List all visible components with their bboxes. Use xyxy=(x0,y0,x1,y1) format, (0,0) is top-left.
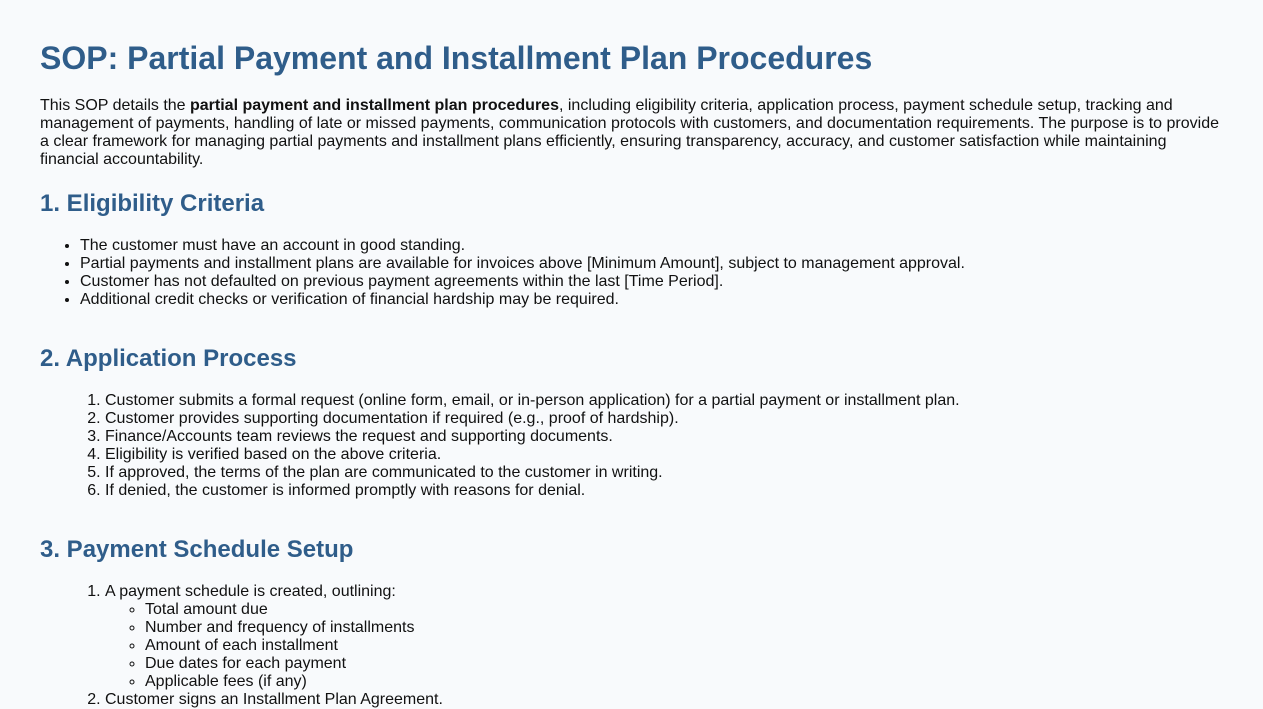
list-item: 2. Customer provides supporting documentation if required (e.g., proof of hardship). xyxy=(105,410,960,428)
sublist-item: ◦ Total amount due xyxy=(145,601,443,619)
list-item: 4. Eligibility is verified based on the above criteria. xyxy=(105,446,960,464)
list-item: • Partial payments and installment plans are available for invoices above [Minimum Amount], subject to management approval. xyxy=(80,255,965,273)
list-item: 2. Customer signs an Installment Plan Agreement. xyxy=(105,691,443,709)
sublist-item: ◦ Due dates for each payment xyxy=(145,655,443,673)
list-item: 1. Customer submits a formal request (online form, email, or in-person application) for a partial payment or installment plan. xyxy=(105,392,960,410)
page-title: SOP: Partial Payment and Installment Plan Procedures xyxy=(40,40,873,76)
sublist-item: ◦ Amount of each installment xyxy=(145,637,443,655)
intro-prefix: This SOP details the xyxy=(40,97,190,114)
list-item: 3. Finance/Accounts team reviews the request and supporting documents. xyxy=(105,428,960,446)
list-item: • Customer has not defaulted on previous payment agreements within the last [Time Period]. xyxy=(80,273,965,291)
section-heading-application: 2. Application Process xyxy=(40,345,297,372)
intro-paragraph xyxy=(40,97,1223,169)
section-heading-payment-schedule: 3. Payment Schedule Setup xyxy=(40,536,354,563)
list-item xyxy=(105,583,443,691)
payment-schedule-list xyxy=(105,583,443,709)
intro-bold-phrase: partial payment and installment plan procedures xyxy=(190,97,559,114)
list-item: 5. If approved, the terms of the plan are communicated to the customer in writing. xyxy=(105,464,960,482)
sublist-item: ◦ Number and frequency of installments xyxy=(145,619,443,637)
list-item: • The customer must have an account in good standing. xyxy=(80,237,965,255)
list-item-text: A payment schedule is created, outlining: xyxy=(105,583,396,600)
intro-suffix: , including eligibility criteria, application process, payment schedule setup, tracking and management of payments, handling of late or missed payments, communication protocols with customers, and documentation requirements. The purpose is to provide a clear framework for managing partial payments and installment plans efficiently, ensuring transparency, accuracy, and customer satisfaction while maintaining financial accountability. xyxy=(40,97,1219,168)
sublist-item: ◦ Applicable fees (if any) xyxy=(145,673,443,691)
list-item: 6. If denied, the customer is informed promptly with reasons for denial. xyxy=(105,482,960,500)
application-steps-list xyxy=(105,392,960,500)
section-heading-eligibility: 1. Eligibility Criteria xyxy=(40,190,265,217)
list-item: • Additional credit checks or verification of financial hardship may be required. xyxy=(80,291,965,309)
schedule-details-sublist xyxy=(105,601,443,691)
eligibility-list xyxy=(80,237,965,309)
